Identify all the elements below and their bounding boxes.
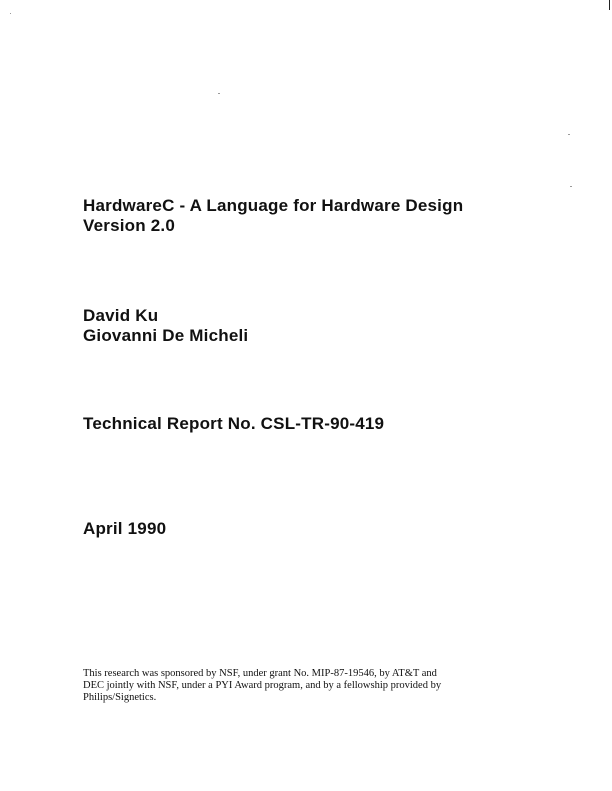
document-title [83, 196, 463, 236]
author-list [83, 306, 248, 346]
funding-footnote [83, 668, 513, 704]
report-number [83, 414, 384, 434]
author-name: Giovanni De Micheli [83, 326, 249, 345]
scan-speck [570, 186, 572, 187]
version-line: Version 2.0 [83, 216, 175, 235]
footnote-line: DEC jointly with NSF, under a PYI Award program, and by a fellowship provided by [83, 680, 442, 691]
author-name: David Ku [83, 306, 159, 325]
scan-speck [10, 13, 11, 14]
scan-edge-mark [609, 0, 610, 10]
publication-date [83, 519, 166, 539]
footnote-line: Philips/Signetics. [83, 692, 157, 703]
date-text: April 1990 [83, 519, 167, 538]
scan-speck [568, 134, 570, 135]
title-line: HardwareC - A Language for Hardware Design [83, 196, 464, 215]
report-number-text: Technical Report No. CSL-TR-90-419 [83, 414, 385, 433]
scan-speck [218, 93, 220, 94]
footnote-line: This research was sponsored by NSF, under grant No. MIP-87-19546, by AT&T and [83, 668, 437, 679]
